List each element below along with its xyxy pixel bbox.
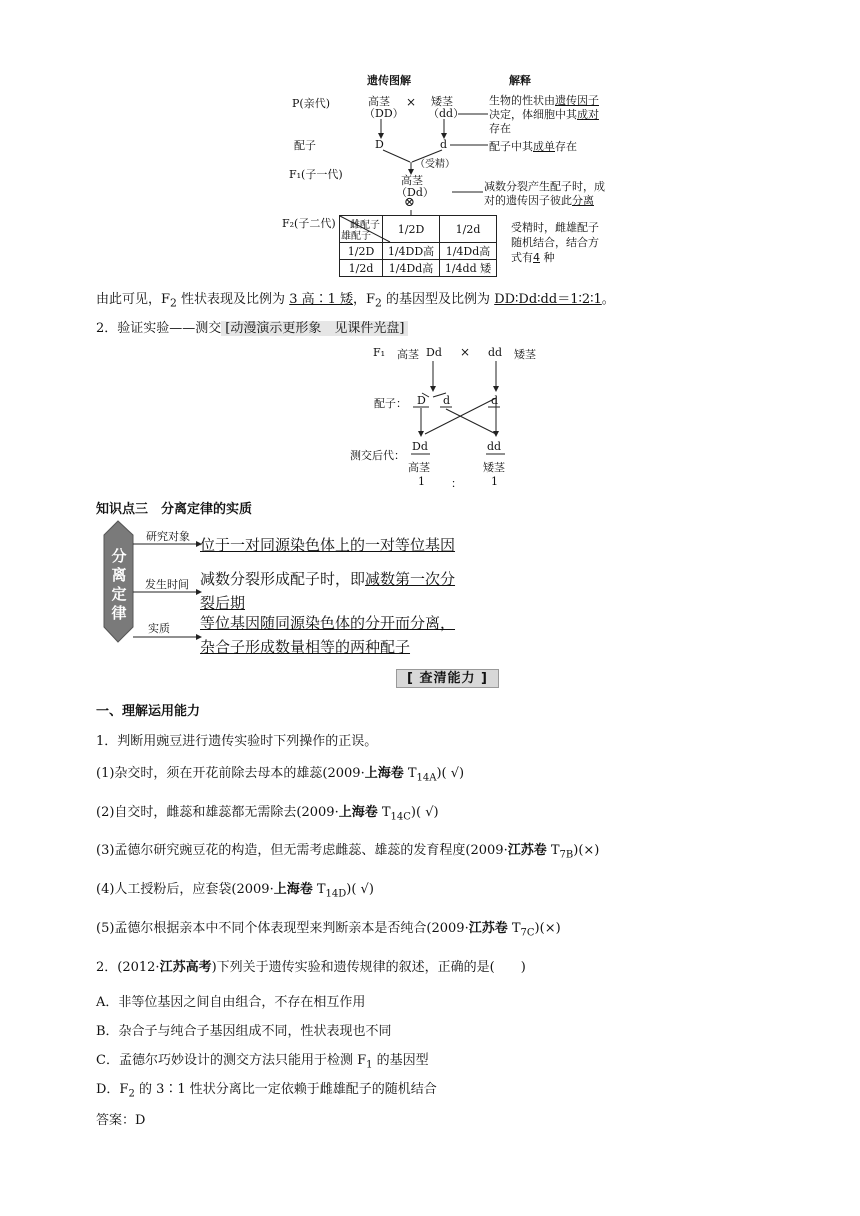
tc-offspring-Dd: Dd: [412, 440, 428, 453]
tc-gamete-label: 配子：: [374, 397, 407, 410]
gamete-d: d: [440, 138, 448, 151]
q2-option-a: A．非等位基因之间自由组合，不存在相互作用: [96, 995, 366, 1010]
q1-item-2: (2)自交时，雌蕊和雄蕊都无需除去(2009·上海卷 $T_{14C}$)( √): [96, 805, 439, 823]
note-1: 生物的性状由遗传因子 决定，体细胞中其成对 存在: [489, 94, 599, 135]
law-text-object: 位于一对同源染色体上的一对等位基因: [200, 536, 456, 554]
p2-phenotype: 矮茎: [431, 95, 453, 108]
tc-short: 矮茎: [514, 348, 536, 361]
q1-item-3: (3)孟德尔研究豌豆花的构造，但无需考虑雌蕊、雄蕊的发育程度(2009·江苏卷 $T_{7B})(\times)$: [96, 843, 600, 861]
kp3-title: 知识点三 分离定律的实质: [96, 502, 253, 517]
section-2-title: 2．验证实验——测交 [动漫演示更形象 见课件光盘]: [96, 317, 408, 336]
f1-label: F₁(子一代): [289, 168, 343, 181]
table-row-header: 1/2D: [340, 243, 383, 260]
tc-cross: ×: [460, 345, 471, 359]
tc-gamete-d2: d: [491, 394, 499, 407]
part1-title: 一、理解运用能力: [96, 704, 201, 719]
tc-offspring-tall: 高茎: [408, 461, 430, 474]
tc-ratio-2: 1: [491, 475, 498, 488]
p1-genotype: （DD）: [364, 107, 404, 120]
law-badge: 分 离 定 律: [111, 547, 127, 622]
table-cell: 1/4Dd高: [383, 260, 440, 277]
q2-stem: 2．(2012·江苏高考)下列关于遗传实验和遗传规律的叙述，正确的是( ): [96, 960, 526, 975]
q2-option-d: D．$F_2$ 的 3∶1 性状分离比一定依赖于雌雄配子的随机结合: [96, 1082, 437, 1100]
table-corner: 雌配子 雄配子: [340, 216, 383, 243]
gamete-D: D: [375, 138, 384, 151]
table-col-header: 1/2d: [440, 216, 497, 243]
tc-offspring-dd: dd: [487, 440, 502, 453]
tc-dd: dd: [488, 346, 503, 359]
p-label: P(亲代): [292, 97, 330, 110]
law-label-essence: 实质: [148, 622, 170, 635]
diagram-heading-left: 遗传图解: [367, 74, 411, 87]
tc-tall: 高茎: [397, 348, 419, 361]
tc-gamete-D: D: [417, 394, 426, 407]
tc-offspring-label: 测交后代：: [350, 449, 405, 462]
selfing-symbol: ⊗: [404, 195, 415, 210]
q1-item-5: (5)孟德尔根据亲本中不同个体表现型来判断亲本是否纯合(2009·江苏卷 $T_{7C})(\times)$: [96, 921, 561, 939]
q1-item-1: (1)杂交时，须在开花前除去母本的雄蕊(2009·上海卷 $T_{14A}$)( √): [96, 766, 465, 784]
law-label-time: 发生时间: [145, 578, 189, 591]
courseware-hint: [动漫演示更形象 见课件光盘]: [221, 321, 408, 336]
tc-f1: F₁: [373, 346, 386, 359]
fertilization-label: （受精）: [415, 159, 455, 170]
q2-option-b: B．杂合子与纯合子基因组成不同，性状表现也不同: [96, 1024, 392, 1039]
f1-genotype: （Dd）: [396, 186, 434, 199]
p1-phenotype: 高茎: [368, 95, 390, 108]
tc-gamete-d1: d: [443, 394, 451, 407]
diagram-heading-right: 解释: [509, 74, 531, 87]
note-2: 配子中其成单存在: [489, 140, 577, 153]
table-cell: 1/4Dd高: [440, 243, 497, 260]
law-label-object: 研究对象: [146, 530, 190, 543]
f1-phenotype: 高茎: [401, 174, 423, 187]
p2-genotype: （dd）: [428, 107, 465, 120]
f2-label: F₂(子二代): [282, 217, 336, 230]
tc-Dd: Dd: [426, 346, 442, 359]
q1-stem: 1．判断用豌豆进行遗传实验时下列操作的正误。: [96, 734, 378, 749]
tc-offspring-short: 矮茎: [483, 461, 505, 474]
law-text-time: 减数分裂形成配子时，即减数第一次分 裂后期: [200, 570, 456, 612]
table-row-header: 1/2d: [340, 260, 383, 277]
table-col-header: 1/2D: [383, 216, 440, 243]
f2-punnett-table: [339, 215, 497, 277]
q1-item-4: (4)人工授粉后，应套袋(2009·上海卷 $T_{14D}$)( √): [96, 882, 374, 900]
conclusion-line: 由此可见，$F_2$ 性状表现及比例为 3 高∶1 矮，$F_2$ 的基因型及比例为 DD∶Dd∶dd＝1∶2∶1。: [96, 292, 615, 310]
check-ability-badge: [ 查清能力 ]: [396, 667, 499, 686]
gamete-label: 配子: [294, 139, 316, 152]
table-cell: 1/4dd 矮: [440, 260, 497, 277]
table-cell: 1/4DD高: [383, 243, 440, 260]
tc-ratio-1: 1: [418, 475, 425, 488]
q2-answer: 答案：D: [96, 1113, 146, 1128]
tc-ratio-colon: ：: [451, 477, 462, 490]
law-text-essence: 等位基因随同源染色体的分开而分离， 杂合子形成数量相等的两种配子: [200, 614, 456, 656]
note-4: 受精时，雌雄配子 随机结合，结合方 式有4 种: [511, 221, 599, 264]
cross-symbol: ×: [406, 95, 417, 109]
q2-option-c: C．孟德尔巧妙设计的测交方法只能用于检测 $F_1$ 的基因型: [96, 1053, 429, 1071]
note-3: 减数分裂产生配子时，成 对的遗传因子彼此分离: [484, 180, 605, 207]
